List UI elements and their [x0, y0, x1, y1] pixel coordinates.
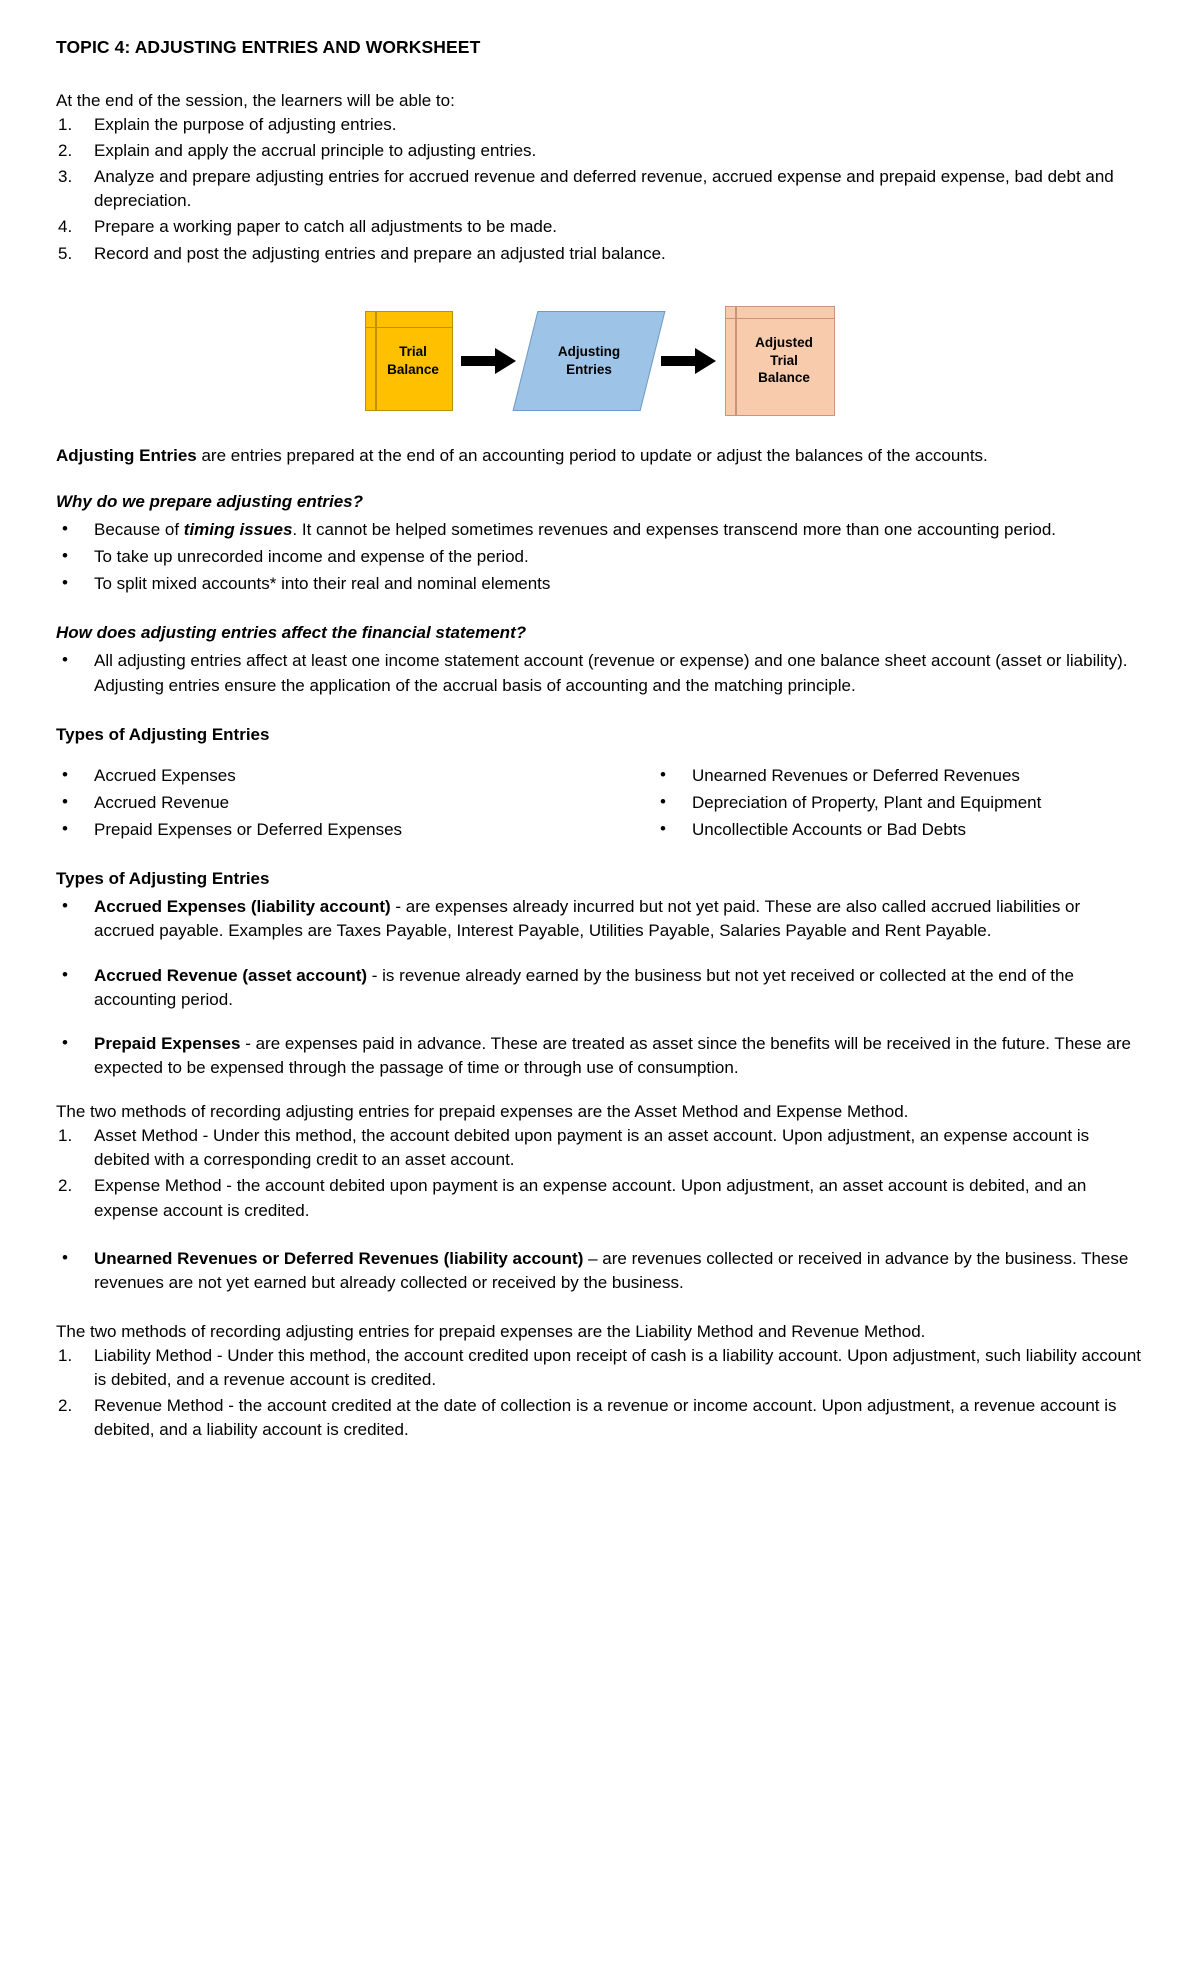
- bullet-icon: •: [62, 650, 68, 670]
- list-item-text: Analyze and prepare adjusting entries for accrued revenue and deferred revenue, accrued expense and prepaid expense, bad debt and depreciation.: [94, 167, 1114, 211]
- why-section-heading: Why do we prepare adjusting entries?: [56, 491, 363, 511]
- bullet-icon: •: [62, 573, 68, 593]
- bullet-icon: •: [62, 1247, 68, 1267]
- list-item-text: Unearned Revenues or Deferred Revenues: [692, 765, 1020, 785]
- list-marker: 1.: [58, 1126, 73, 1146]
- adjusting-entries-definition: [56, 444, 1144, 468]
- list-item-text: Uncollectible Accounts or Bad Debts: [692, 820, 967, 839]
- detail-term: Prepaid Expenses: [94, 1033, 241, 1053]
- list-marker: 4.: [58, 217, 73, 237]
- bullet-icon: •: [62, 546, 68, 565]
- list-item: [56, 139, 1144, 163]
- list-item: [56, 764, 600, 788]
- list-item-text: Depreciation of Property, Plant and Equipment: [692, 792, 1042, 812]
- list-item-emphasis: timing issues: [183, 519, 293, 539]
- detail-text: - is revenue already earned by the business but not yet received or collected at the end of the accounting period.: [94, 965, 1074, 1009]
- list-item: [56, 649, 1144, 697]
- definition-term: Adjusting Entries: [56, 445, 197, 465]
- adjusted-trial-balance-label-line1: Adjusted: [755, 335, 813, 351]
- list-item-text: Record and post the adjusting entries and prepare an adjusted trial balance.: [94, 243, 666, 263]
- trial-balance-label-line2: Balance: [387, 361, 439, 377]
- list-item-text: All adjusting entries affect at least one income statement account (revenue or expense) and one balance sheet account (asset or liability). Adjusting entries ensure the application of the accrual basis of accounting and the matching principle.: [94, 651, 1128, 695]
- adjusting-entries-label-line2: Entries: [566, 361, 612, 377]
- adjusting-entries-label-line1: Adjusting: [557, 344, 621, 360]
- types-column-right: [600, 764, 1144, 845]
- list-marker: 2.: [58, 1176, 73, 1196]
- list-item: [654, 791, 1144, 815]
- detail-text: – are revenues collected or received in advance by the business. These revenues are not yet earned but already collected or received by the business.: [94, 1248, 1129, 1292]
- detail-text: - are expenses paid in advance. These are treated as asset since the benefits will be received in the future. These are expected to be expensed through the passage of time or through use of consumption.: [94, 1033, 1131, 1077]
- list-item-text: Accrued Revenue: [94, 792, 230, 812]
- types-heading-2: Types of Adjusting Entries: [56, 869, 270, 889]
- list-item: [56, 1174, 1144, 1222]
- bullet-icon: •: [660, 819, 666, 838]
- list-item-text: Prepaid Expenses or Deferred Expenses: [94, 820, 403, 839]
- list-item: [56, 964, 1144, 1012]
- list-item: [56, 242, 1144, 266]
- prepaid-methods-intro: The two methods of recording adjusting entries for prepaid expenses are the Asset Method and Expense Method.: [56, 1102, 909, 1121]
- detail-term: Unearned Revenues or Deferred Revenues (liability account): [94, 1248, 584, 1268]
- list-item: [56, 895, 1144, 943]
- bullet-icon: •: [660, 791, 666, 811]
- trial-balance-label-line1: Trial: [399, 344, 427, 360]
- list-item: [56, 113, 1144, 137]
- bullet-icon: •: [62, 819, 68, 838]
- list-item: [56, 1247, 1144, 1295]
- types-heading-1: Types of Adjusting Entries: [56, 724, 270, 744]
- detail-text: - are expenses already incurred but not yet paid. These are also called accrued liabilities or accrued payable. Examples are Taxes Payable, Interest Payable, Utilities Payable, Salaries Payable and Rent Payable.: [94, 897, 1081, 941]
- adjusting-entries-shape: [525, 311, 653, 411]
- unearned-methods-list: [56, 1344, 1144, 1443]
- types-column-left: [56, 764, 600, 845]
- detail-term: Accrued Revenue (asset account): [94, 965, 368, 985]
- list-item-text: Explain the purpose of adjusting entries.: [94, 114, 397, 134]
- prepaid-methods-list: [56, 1124, 1144, 1223]
- bullet-icon: •: [62, 791, 68, 811]
- list-marker: 1.: [58, 1346, 73, 1365]
- list-item-text: Explain and apply the accrual principle to adjusting entries.: [94, 141, 537, 160]
- arrow-right-icon: [653, 347, 725, 375]
- list-item: [56, 1124, 1144, 1172]
- adjusting-process-diagram: [56, 306, 1144, 416]
- adjusted-trial-balance-shape: [725, 306, 835, 416]
- list-item: [654, 818, 1144, 842]
- list-marker: 2.: [58, 141, 73, 160]
- list-item: [56, 1032, 1144, 1080]
- adjusted-trial-balance-label-line2: Trial: [770, 352, 798, 368]
- detail-bullet-list: [56, 895, 1144, 1080]
- detail-term: Accrued Expenses (liability account): [94, 897, 391, 917]
- list-item-text: To split mixed accounts* into their real and nominal elements: [94, 574, 551, 594]
- bullet-icon: •: [62, 518, 68, 538]
- objectives-intro: At the end of the session, the learners will be able to:: [56, 90, 455, 110]
- list-item-text-post: . It cannot be helped sometimes revenues and expenses transcend more than one accounting period.: [292, 519, 1057, 539]
- list-item: [56, 1394, 1144, 1442]
- bullet-icon: •: [62, 764, 68, 784]
- list-item: [56, 1344, 1144, 1392]
- list-item-text: Accrued Expenses: [94, 765, 236, 785]
- unearned-methods-intro: The two methods of recording adjusting entries for prepaid expenses are the Liability Method and Revenue Method.: [56, 1321, 926, 1341]
- unearned-revenue-bullet-list: [56, 1247, 1144, 1295]
- list-item-text: Revenue Method - the account credited at the date of collection is a revenue or income account. Upon adjustment, a revenue account is debited, and a liability account is credited.: [94, 1396, 1117, 1440]
- page-title: TOPIC 4: ADJUSTING ENTRIES AND WORKSHEET: [56, 37, 481, 57]
- list-item: [56, 165, 1144, 213]
- list-item: [56, 215, 1144, 239]
- list-marker: 5.: [58, 243, 73, 263]
- bullet-icon: •: [62, 1032, 68, 1052]
- list-item-text: Asset Method - Under this method, the account debited upon payment is an asset account. Upon adjustment, an expense account is debited with a corresponding credit to an asset account.: [94, 1126, 1090, 1170]
- list-item: [56, 572, 1144, 596]
- arrow-right-icon: [453, 347, 525, 375]
- list-item-text-pre: Because of: [94, 519, 184, 539]
- objectives-list: [56, 113, 1144, 266]
- list-item-text: To take up unrecorded income and expense of the period.: [94, 547, 529, 566]
- list-item-text: Liability Method - Under this method, the account credited upon receipt of cash is a liability account. Upon adjustment, such liability account is debited, and a revenue account is credited.: [94, 1346, 1142, 1390]
- list-item: [56, 818, 600, 842]
- list-item-text: Prepare a working paper to catch all adjustments to be made.: [94, 217, 558, 237]
- trial-balance-shape: [365, 311, 453, 411]
- list-marker: 2.: [58, 1396, 73, 1416]
- list-item: [654, 764, 1144, 788]
- list-item: [56, 791, 600, 815]
- list-item-text: Expense Method - the account debited upon payment is an expense account. Upon adjustment, an asset account is debited, and an expense account is credited.: [94, 1176, 1087, 1220]
- how-section-list: [56, 649, 1144, 697]
- list-item: [56, 518, 1144, 542]
- list-marker: 3.: [58, 167, 73, 187]
- list-item: [56, 545, 1144, 569]
- why-section-list: [56, 518, 1144, 596]
- definition-text: are entries prepared at the end of an accounting period to update or adjust the balances of the accounts.: [196, 445, 988, 465]
- how-section-heading: How does adjusting entries affect the financial statement?: [56, 623, 527, 643]
- types-two-column-list: [56, 764, 1144, 845]
- list-marker: 1.: [58, 114, 73, 134]
- bullet-icon: •: [62, 964, 68, 984]
- bullet-icon: •: [660, 764, 666, 784]
- bullet-icon: •: [62, 896, 68, 916]
- adjusted-trial-balance-label-line3: Balance: [758, 370, 810, 386]
